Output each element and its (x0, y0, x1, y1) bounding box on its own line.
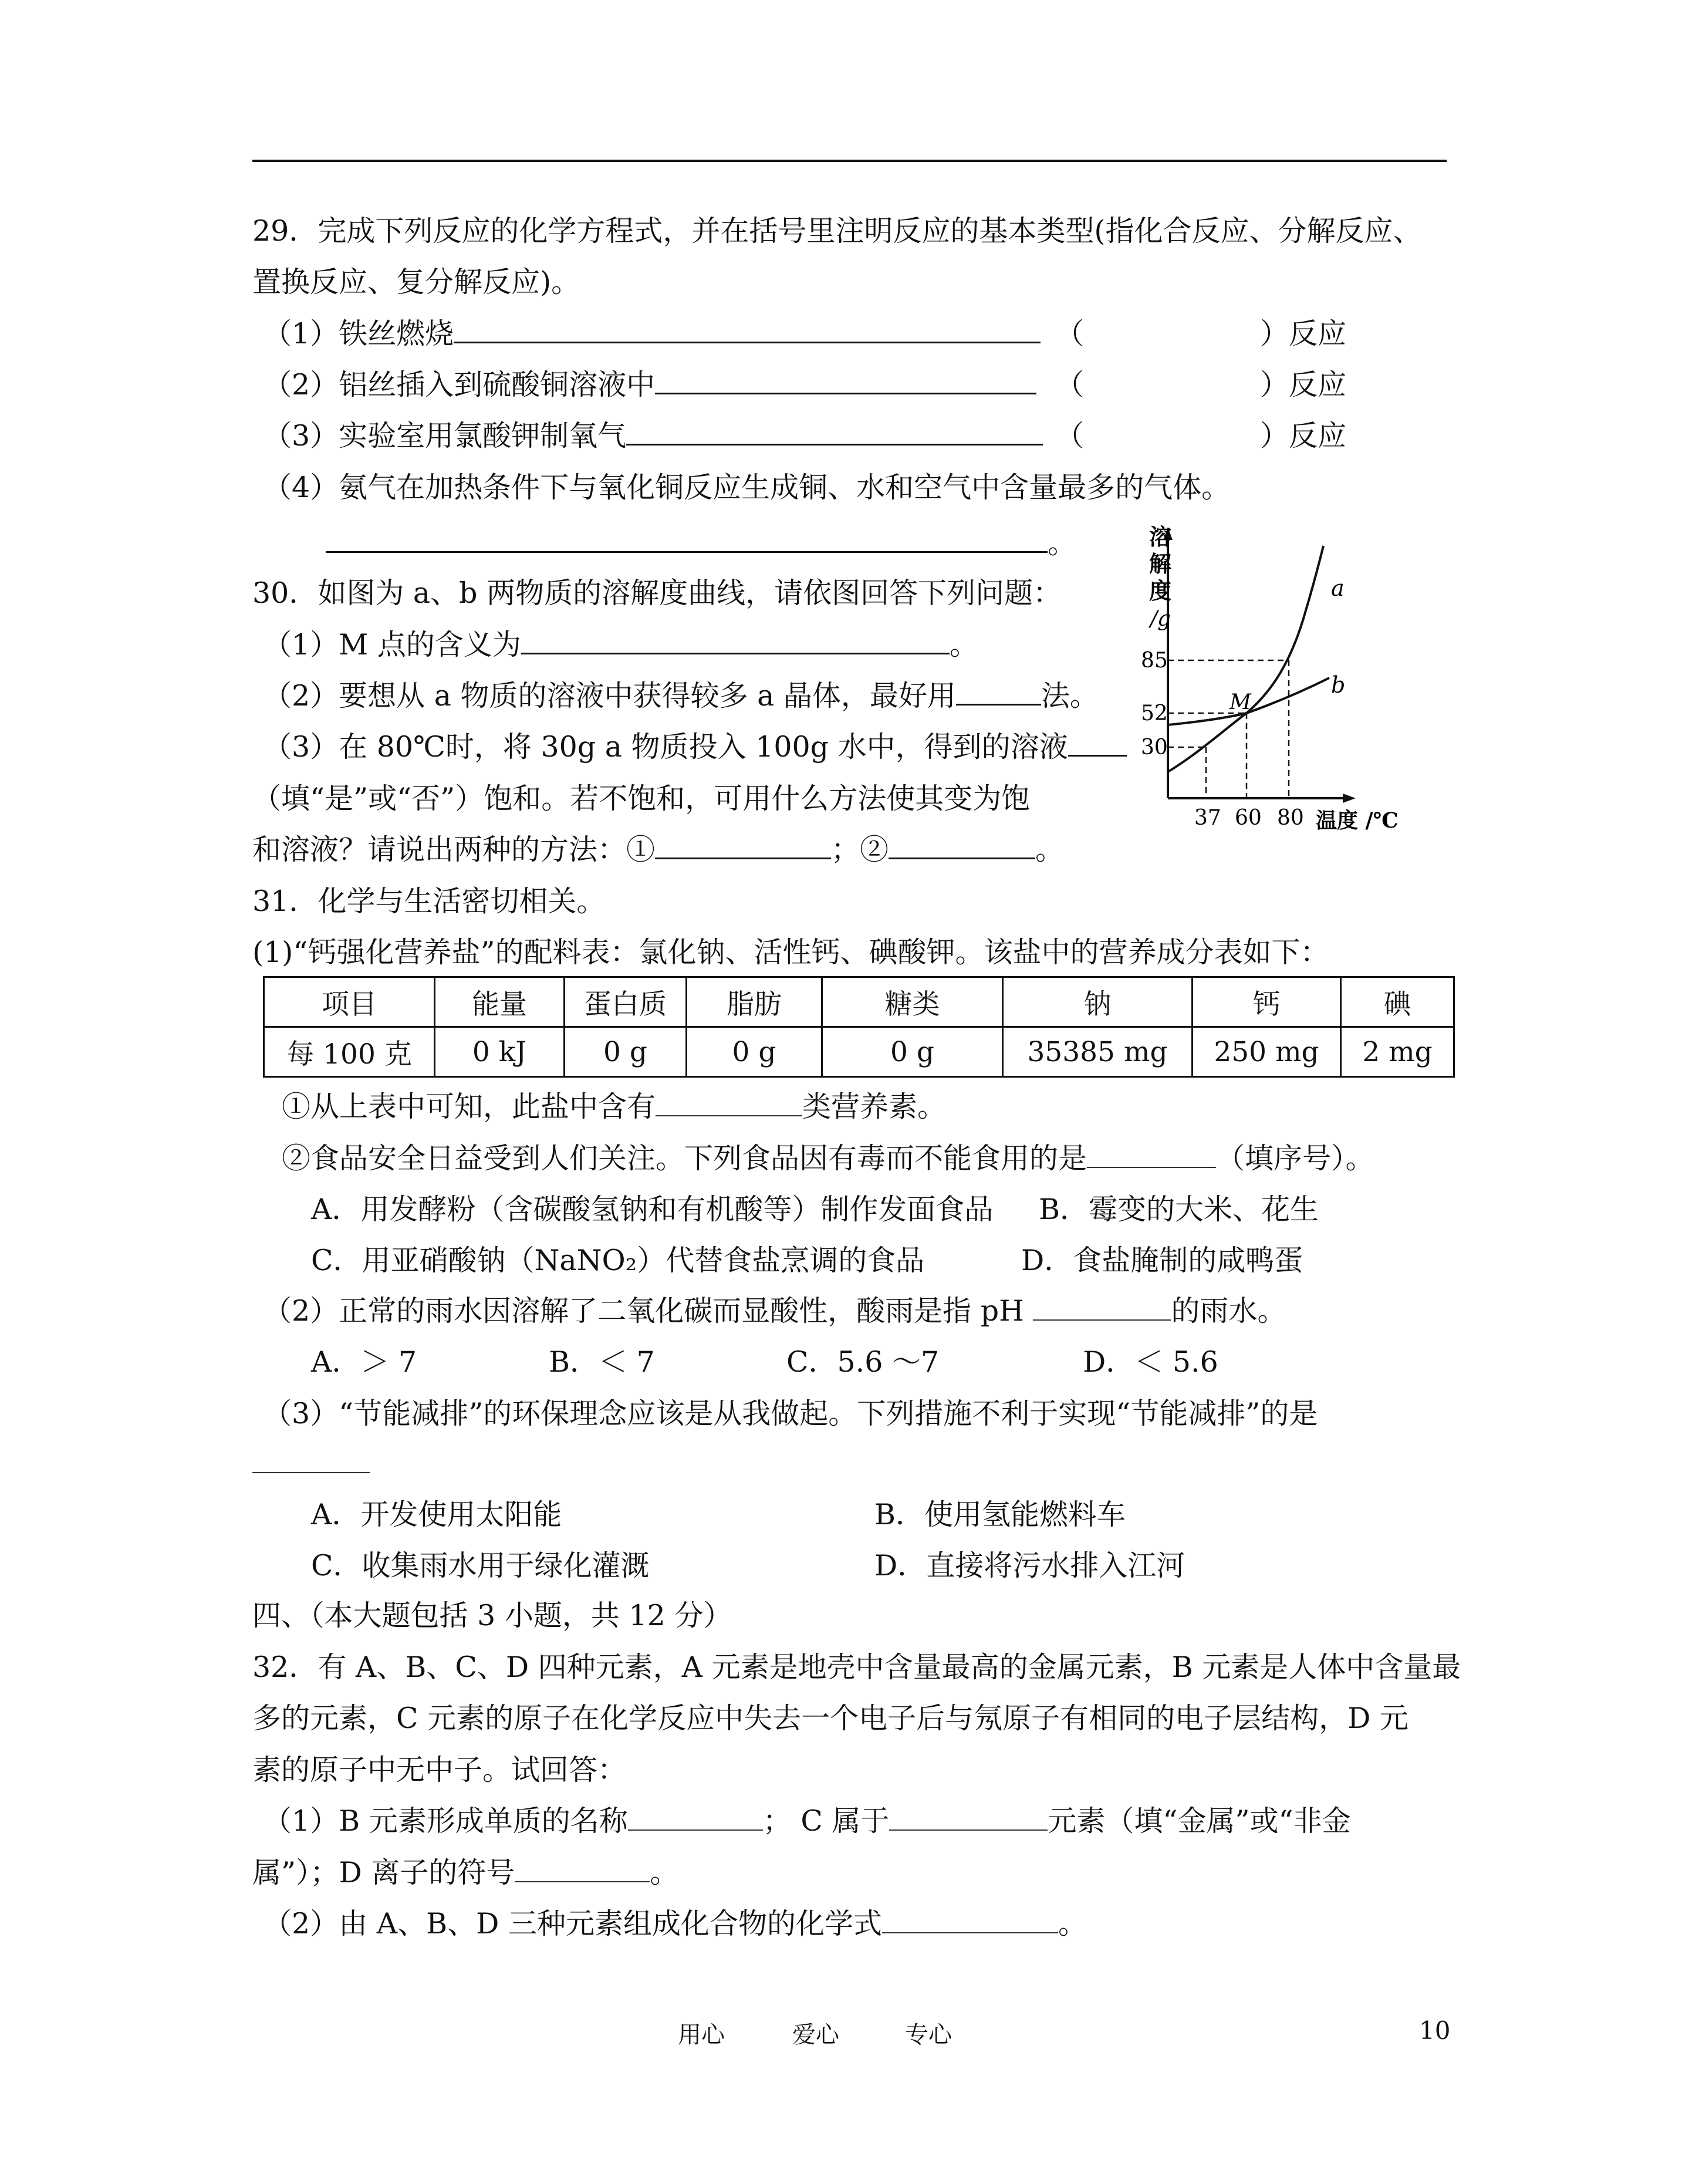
paren-close: ）反应 (1260, 419, 1347, 453)
q29-item3 (263, 418, 1043, 454)
q31-p3-option-d: D．直接将污水排入江河 (874, 1549, 1185, 1582)
q31-p3-option-c: C．收集雨水用于绿化灌溉 (311, 1549, 650, 1582)
q31-stem: 31．化学与生活密切相关。 (252, 885, 606, 918)
q31-p2-end: 的雨水。 (1171, 1294, 1286, 1328)
q29-item1-label: （1）铁丝燃烧 (263, 317, 454, 350)
q31-s1-blank[interactable] (656, 1089, 802, 1116)
table-header-cell: 钙 (1193, 977, 1341, 1027)
y-label-char: 度 (1149, 578, 1172, 604)
q31-p3-option-b: B．使用氢能燃料车 (874, 1498, 1126, 1531)
table-header-cell: 能量 (435, 977, 565, 1027)
footer-text-b: 爱心 (792, 2021, 839, 2048)
q29-stem-line2: 置换反应、复分解反应)。 (252, 265, 580, 299)
q31-p2 (263, 1293, 1286, 1329)
table-cell: 2 mg (1341, 1027, 1454, 1077)
header-rule (252, 160, 1447, 162)
period: 。 (1058, 1907, 1087, 1940)
separator: ；② (831, 833, 889, 866)
q32-p1-line2-label: 属”）；D 离子的符号 (252, 1856, 515, 1889)
page-number: 10 (1419, 2016, 1451, 2045)
q30-p3-line3 (252, 832, 1064, 868)
q29-item2-label: （2）铝丝插入到硫酸铜溶液中 (263, 368, 656, 401)
q31-p2-blank[interactable] (1033, 1294, 1171, 1321)
q31-s2-option-a: A．用发酵粉（含碳酸氢钠和有机酸等）制作发面食品 (311, 1193, 994, 1226)
q31-s2-end: （填序号）。 (1216, 1142, 1374, 1175)
q30-p3-saturated-blank[interactable] (1068, 729, 1127, 757)
table-header-row (264, 977, 1454, 1027)
q29-item1 (263, 316, 1041, 352)
curve-a (1168, 546, 1323, 772)
q32-p1-line2 (252, 1855, 678, 1891)
q31-p2-label: （2）正常的雨水因溶解了二氧化碳而显酸性，酸雨是指 pH (263, 1294, 1024, 1328)
point-m-label: M (1230, 690, 1251, 714)
q31-p3-answer (252, 1446, 370, 1482)
q31-s1-end: 类营养素。 (802, 1090, 947, 1123)
q31-p2-option-a: A．＞ 7 (311, 1345, 417, 1379)
q32-element-name-blank[interactable] (628, 1804, 763, 1831)
paren-open: （ (1055, 317, 1085, 350)
q31-s2-label: ②食品安全日益受到人们关注。下列食品因有毒而不能食用的是 (282, 1142, 1087, 1175)
x-tick-37: 37 (1194, 806, 1221, 830)
q31-p2-option-d: D．＜ 5.6 (1083, 1345, 1218, 1379)
footer-text-a: 用心 (678, 2021, 725, 2048)
paren-open: （ (1055, 368, 1085, 401)
table-row (264, 1027, 1454, 1077)
x-tick-80: 80 (1277, 806, 1304, 830)
y-label-char: 溶 (1149, 524, 1172, 550)
period: 。 (1048, 526, 1077, 560)
table-header-cell: 脂肪 (687, 977, 822, 1027)
q30-stem: 30．如图为 a、b 两物质的溶解度曲线，请依图回答下列问题： (252, 576, 1062, 610)
q32-line1: 32．有 A、B、C、D 四种元素，A 元素是地壳中含量最高的金属元素，B 元素是人体中含量最 (252, 1650, 1461, 1684)
table-cell: 每 100 克 (264, 1027, 435, 1077)
q30-p2 (263, 678, 1099, 714)
q31-s2-option-d: D．食盐腌制的咸鸭蛋 (1021, 1244, 1303, 1277)
table-header-cell: 碘 (1341, 977, 1454, 1027)
q31-s2-blank[interactable] (1087, 1141, 1216, 1168)
q29-stem-line1: 29．完成下列反应的化学方程式，并在括号里注明反应的基本类型(指化合反应、分解反应、 (252, 214, 1422, 248)
table-cell: 35385 mg (1003, 1027, 1193, 1077)
q31-s2-option-c: C．用亚硝酸钠（NaNO₂）代替食盐烹调的食品 (311, 1244, 925, 1277)
q29-item2-type (1055, 367, 1346, 403)
table-cell: 0 g (822, 1027, 1003, 1077)
q31-p1: (1)“钙强化营养盐”的配料表：氯化钠、活性钙、碘酸钾。该盐中的营养成分表如下： (252, 936, 1329, 969)
q32-formula-blank[interactable] (882, 1906, 1058, 1933)
table-cell: 0 g (687, 1027, 822, 1077)
q31-p3-blank[interactable] (252, 1446, 370, 1473)
footer-text-c: 专心 (905, 2021, 952, 2048)
period: 。 (949, 628, 978, 661)
y-tick-52: 52 (1141, 701, 1168, 725)
q32-p1-mid: ； C 属于 (762, 1804, 890, 1838)
table-header-cell: 项目 (264, 977, 435, 1027)
q30-p3-line1 (263, 729, 1127, 765)
q32-line3: 素的原子中无中子。试回答： (252, 1753, 627, 1787)
y-tick-30: 30 (1141, 735, 1168, 759)
q30-p1-label: （1）M 点的含义为 (263, 628, 521, 661)
q30-p2-label: （2）要想从 a 物质的溶液中获得较多 a 晶体，最好用 (263, 679, 956, 713)
q29-item4: （4）氨气在加热条件下与氧化铜反应生成铜、水和空气中含量最多的气体。 (263, 471, 1231, 504)
q29-item3-type (1055, 418, 1346, 454)
q30-p1 (263, 627, 978, 663)
q30-method1-blank[interactable] (655, 832, 831, 859)
curve-b-label: b (1331, 672, 1346, 698)
table-header-cell: 糖类 (822, 977, 1003, 1027)
q29-item4-answer-blank[interactable] (326, 525, 1048, 553)
nutrition-table (263, 976, 1455, 1078)
y-label-char: 解 (1149, 551, 1172, 577)
period: 。 (1035, 833, 1065, 866)
q29-item2 (263, 367, 1036, 403)
q29-item1-answer-blank[interactable] (454, 316, 1041, 343)
paren-close: ）反应 (1260, 317, 1347, 350)
q30-p3-line2: （填“是”或“否”）饱和。若不饱和，可用什么方法使其变为饱 (252, 782, 1031, 815)
q32-ion-symbol-blank[interactable] (515, 1855, 650, 1882)
y-tick-85: 85 (1141, 649, 1168, 673)
q32-line2: 多的元素，C 元素的原子在化学反应中失去一个电子后与氖原子有相同的电子层结构，D 元 (252, 1702, 1408, 1735)
q32-p2 (263, 1906, 1087, 1942)
q32-metal-blank[interactable] (889, 1804, 1048, 1831)
q31-p2-option-c: C．5.6 ～7 (786, 1345, 940, 1379)
q32-p2-label: （2）由 A、B、D 三种元素组成化合物的化学式 (263, 1907, 883, 1940)
q30-p3-methods-label: 和溶液？请说出两种的方法：① (252, 833, 656, 866)
period: 。 (650, 1856, 679, 1889)
curve-a-label: a (1331, 575, 1345, 601)
q29-item2-answer-blank[interactable] (655, 367, 1036, 394)
q30-p1-blank[interactable] (521, 627, 950, 654)
q32-p1-mid2: 元素（填“金属”或“非金 (1048, 1804, 1351, 1838)
table-cell: 0 kJ (435, 1027, 565, 1077)
q29-item1-type (1055, 316, 1346, 352)
table-cell: 250 mg (1193, 1027, 1341, 1077)
q30-p3-text: （3）在 80℃时，将 30g a 物质投入 100g 水中，得到的溶液 (263, 730, 1068, 764)
q31-s2-option-b: B．霉变的大米、花生 (1039, 1193, 1319, 1226)
q30-p2-blank[interactable] (956, 678, 1041, 706)
table-cell: 0 g (565, 1027, 687, 1077)
q29-item3-label: （3）实验室用氯酸钾制氧气 (263, 419, 627, 453)
q31-p2-option-b: B．＜ 7 (549, 1345, 655, 1379)
q32-p1-label: （1）B 元素形成单质的名称 (263, 1804, 628, 1838)
paren-close: ）反应 (1260, 368, 1347, 401)
q31-p3-option-a: A．开发使用太阳能 (311, 1498, 562, 1531)
paren-open: （ (1055, 419, 1085, 453)
q31-s2 (282, 1140, 1374, 1177)
x-axis-label: 温度 /℃ (1316, 808, 1399, 833)
table-header-cell: 蛋白质 (565, 977, 687, 1027)
section-4-heading: 四、（本大题包括 3 小题，共 12 分） (252, 1599, 732, 1632)
q31-s1-label: ①从上表中可知，此盐中含有 (282, 1090, 656, 1123)
q29-item3-answer-blank[interactable] (626, 418, 1043, 445)
q30-p2-end: 法。 (1041, 679, 1099, 713)
q29-item4-answer (326, 525, 1076, 562)
q31-s1 (282, 1089, 946, 1125)
q30-method2-blank[interactable] (889, 832, 1035, 859)
table-header-cell: 钠 (1003, 977, 1193, 1027)
solubility-curve-graph (1141, 522, 1426, 839)
x-axis-arrow (1343, 794, 1356, 803)
x-tick-60: 60 (1235, 806, 1262, 830)
y-label-unit: /g (1150, 607, 1171, 631)
q32-p1 (263, 1803, 1351, 1839)
q31-p3: （3）“节能减排”的环保理念应该是从我做起。下列措施不利于实现“节能减排”的是 (263, 1397, 1318, 1430)
